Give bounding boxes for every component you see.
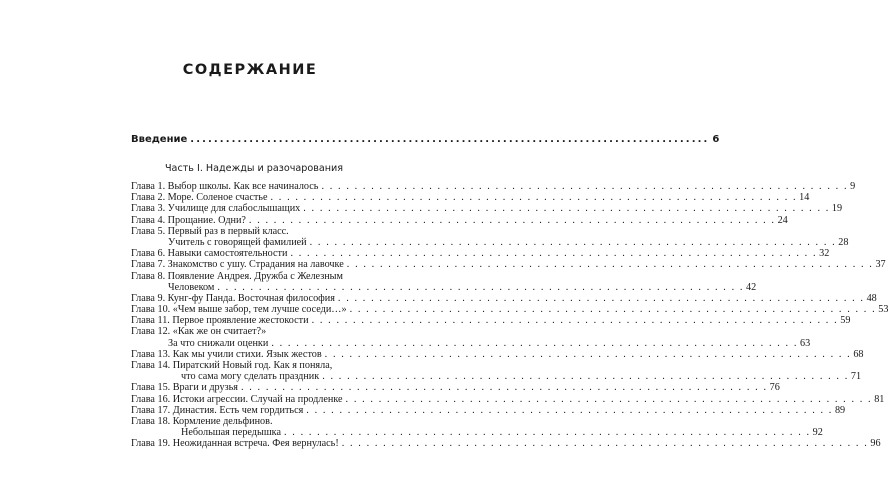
chapter-title: Глава 1. Выбор школы. Как все начиналось: [131, 181, 319, 192]
chapter-line: [131, 192, 810, 204]
chapter-line: [131, 404, 846, 416]
dot-leader: . . . . . . . . . . . . . . . . . . . . . . . . . . . . . . . . . . . . . . . . . . . . . . . . . . . . . . . . . . . . . . . .: [322, 371, 849, 383]
toc-intro-row: [131, 134, 720, 145]
chapter-line: [131, 393, 885, 405]
chapter-title: Глава 15. Враги и друзья: [131, 382, 238, 394]
chapter-title: Глава 6. Навыки самостоятельности: [131, 248, 288, 260]
chapter-continuation-line: [131, 337, 811, 349]
toc-chapter-item: [131, 382, 780, 394]
chapter-list: [131, 181, 888, 450]
chapter-page-number: 92: [812, 427, 823, 439]
chapter-page-number: 32: [819, 248, 830, 260]
chapter-title-continuation: Небольшая передышка: [181, 427, 281, 439]
chapter-line: [131, 203, 843, 215]
chapter-continuation-line: [131, 427, 823, 439]
dot-leader: . . . . . . . . . . . . . . . . . . . . . . . . . . . . . . . . . . . . . . . . . . . . . . . . . . . . . . . . . . . . . . . .: [309, 236, 837, 248]
toc-chapter-item: [131, 315, 851, 327]
dot-leader: ........................................................................................: [190, 134, 710, 145]
intro-label: Введение: [131, 134, 188, 145]
chapter-title-line: [131, 360, 364, 371]
chapter-line: [131, 214, 788, 226]
chapter-page-number: 53: [878, 304, 888, 316]
dot-leader: . . . . . . . . . . . . . . . . . . . . . . . . . . . . . . . . . . . . . . . . . . . . . . . . . . . . . . . . . . . . . . . .: [303, 203, 830, 215]
chapter-page-number: 71: [850, 371, 862, 383]
dot-leader: . . . . . . . . . . . . . . . . . . . . . . . . . . . . . . . . . . . . . . . . . . . . . . . . . . . . . . . . . . . . . . . .: [217, 281, 745, 293]
chapter-title: Глава 2. Море. Соленое счастье: [131, 192, 268, 204]
dot-leader: . . . . . . . . . . . . . . . . . . . . . . . . . . . . . . . . . . . . . . . . . . . . . . . . . . . . . . . . . . . . . . . .: [270, 192, 798, 204]
dot-leader: . . . . . . . . . . . . . . . . . . . . . . . . . . . . . . . . . . . . . . . . . . . . . . . . . . . . . . . . . . . . . . . .: [240, 382, 768, 394]
chapter-title: Глава 4. Прощание. Одни?: [131, 214, 246, 226]
toc-chapter-item: [131, 404, 846, 416]
dot-leader: . . . . . . . . . . . . . . . . . . . . . . . . . . . . . . . . . . . . . . . . . . . . . . . . . . . . . . . . . . . . . . . .: [321, 181, 849, 192]
dot-leader: . . . . . . . . . . . . . . . . . . . . . . . . . . . . . . . . . . . . . . . . . . . . . . . . . . . . . . . . . . . . . . . .: [349, 304, 877, 316]
chapter-page-number: 81: [874, 393, 885, 405]
chapter-title: Глава 10. «Чем выше забор, тем лучше соседи…»: [131, 304, 347, 316]
toc-chapter-item: [131, 348, 864, 360]
dot-leader: . . . . . . . . . . . . . . . . . . . . . . . . . . . . . . . . . . . . . . . . . . . . . . . . . . . . . . . . . . . . . . . .: [284, 427, 811, 439]
dot-leader: . . . . . . . . . . . . . . . . . . . . . . . . . . . . . . . . . . . . . . . . . . . . . . . . . . . . . . . . . . . . . . . .: [271, 337, 798, 349]
chapter-title-line: [131, 416, 364, 427]
chapter-continuation-line: [131, 281, 757, 293]
toc-chapter-item: [131, 259, 886, 271]
chapter-page-number: 28: [838, 236, 849, 248]
toc-chapter-item: [131, 248, 830, 260]
chapter-line: [131, 438, 881, 450]
dot-leader: . . . . . . . . . . . . . . . . . . . . . . . . . . . . . . . . . . . . . . . . . . . . . . . . . . . . . . . . . . . . . . . .: [306, 404, 833, 416]
chapter-title-continuation: Учитель с говорящей фамилией: [168, 236, 307, 248]
toc-chapter-item: [131, 360, 862, 383]
chapter-title: Глава 17. Династия. Есть чем гордиться: [131, 404, 304, 416]
chapter-title: Глава 5. Первый раз в первый класс.: [131, 225, 289, 237]
chapter-page-number: 68: [853, 348, 864, 360]
chapter-line: [131, 292, 877, 304]
dot-leader: . . . . . . . . . . . . . . . . . . . . . . . . . . . . . . . . . . . . . . . . . . . . . . . . . . . . . . . . . . . . . . . .: [345, 393, 873, 405]
dot-leader: . . . . . . . . . . . . . . . . . . . . . . . . . . . . . . . . . . . . . . . . . . . . . . . . . . . . . . . . . . . . . . . .: [337, 292, 865, 304]
chapter-title: Глава 9. Кунг-фу Панда. Восточная философия: [131, 292, 335, 304]
toc-chapter-item: [131, 292, 877, 304]
dot-leader: . . . . . . . . . . . . . . . . . . . . . . . . . . . . . . . . . . . . . . . . . . . . . . . . . . . . . . . . . . . . . . . .: [290, 248, 818, 260]
toc-chapter-item: [131, 181, 856, 192]
chapter-line: [131, 382, 780, 394]
chapter-title: Глава 18. Кормление дельфинов.: [131, 415, 273, 427]
chapter-title: Глава 11. Первое проявление жестокости: [131, 315, 309, 327]
chapter-line: [131, 259, 886, 271]
toc-chapter-item: [131, 214, 788, 226]
chapter-line: [131, 348, 864, 360]
toc-chapter-item: [131, 438, 881, 450]
chapter-page-number: 14: [799, 192, 810, 204]
dot-leader: . . . . . . . . . . . . . . . . . . . . . . . . . . . . . . . . . . . . . . . . . . . . . . . . . . . . . . . . . . . . . . . .: [324, 348, 852, 360]
chapter-page-number: 37: [875, 259, 886, 271]
toc-chapter-item: [131, 270, 757, 293]
chapter-title: Глава 19. Неожиданная встреча. Фея вернулась!: [131, 438, 339, 450]
chapter-page-number: 42: [746, 281, 757, 293]
toc-chapter-item: [131, 225, 849, 248]
intro-page-number: 6: [712, 134, 720, 145]
chapter-title-line: [131, 271, 364, 282]
chapter-line: [131, 248, 830, 260]
dot-leader: . . . . . . . . . . . . . . . . . . . . . . . . . . . . . . . . . . . . . . . . . . . . . . . . . . . . . . . . . . . . . . . .: [341, 438, 869, 450]
chapter-page-number: 9: [850, 181, 856, 192]
dot-leader: . . . . . . . . . . . . . . . . . . . . . . . . . . . . . . . . . . . . . . . . . . . . . . . . . . . . . . . . . . . . . . . .: [311, 315, 839, 327]
chapter-title-line: [131, 326, 364, 337]
dot-leader: . . . . . . . . . . . . . . . . . . . . . . . . . . . . . . . . . . . . . . . . . . . . . . . . . . . . . . . . . . . . . . . .: [248, 214, 776, 226]
chapter-page-number: 89: [834, 404, 846, 416]
toc-chapter-item: [131, 326, 811, 349]
toc-chapter-item: [131, 192, 810, 204]
chapter-title: Глава 16. Истоки агрессии. Случай на продленке: [131, 393, 343, 405]
chapter-title: Глава 12. «Как же он считает?»: [131, 326, 267, 338]
chapter-page-number: 96: [870, 438, 881, 450]
toc-chapter-item: [131, 415, 823, 439]
part-title: Часть I. Надежды и разочарования: [164, 163, 344, 174]
chapter-page-number: 19: [831, 203, 843, 215]
chapter-title-line: [131, 226, 364, 237]
toc-chapter-item: [131, 393, 885, 405]
chapter-page-number: 24: [777, 214, 788, 226]
chapter-page-number: 59: [840, 315, 851, 327]
dot-leader: . . . . . . . . . . . . . . . . . . . . . . . . . . . . . . . . . . . . . . . . . . . . . . . . . . . . . . . . . . . . . . . .: [346, 259, 874, 271]
chapter-page-number: 48: [866, 292, 877, 304]
chapter-line: [131, 304, 888, 316]
chapter-line: [131, 315, 851, 327]
chapter-title: Глава 14. Пиратский Новый год. Как я поняла,: [131, 360, 333, 371]
chapter-page-number: 63: [800, 337, 811, 349]
chapter-title: Глава 13. Как мы учили стихи. Язык жестов: [131, 348, 322, 360]
toc-chapter-item: [131, 304, 888, 316]
chapter-title: Глава 3. Училище для слабослышащих: [131, 203, 301, 215]
chapter-page-number: 76: [769, 382, 780, 394]
page-title: СОДЕРЖАНИЕ: [182, 62, 318, 78]
chapter-line: [131, 181, 856, 192]
chapter-title-continuation: Человеком: [168, 281, 215, 293]
chapter-title: Глава 7. Знакомство с ушу. Страдания на лавочке: [131, 259, 344, 271]
chapter-title-continuation: За что снижали оценки: [168, 337, 269, 349]
toc-chapter-item: [131, 203, 843, 215]
chapter-title: Глава 8. Появление Андрея. Дружба с Железным: [131, 270, 343, 282]
chapter-continuation-line: [131, 236, 849, 248]
chapter-continuation-line: [131, 371, 862, 383]
chapter-title-continuation: что сама могу сделать праздник: [181, 371, 320, 383]
